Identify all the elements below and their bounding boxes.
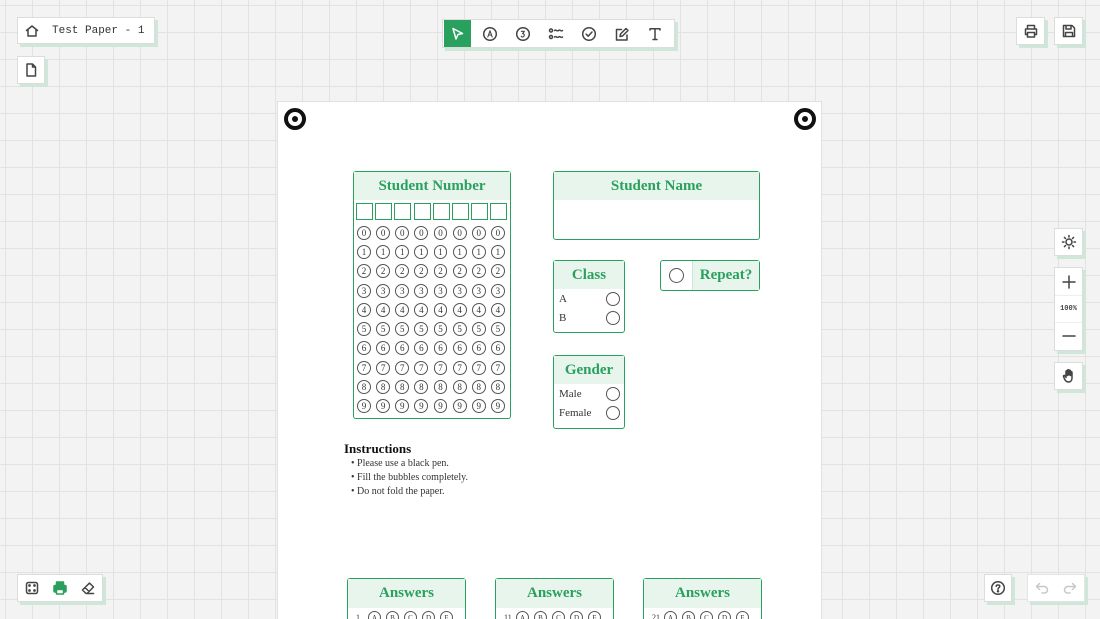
question-number: 11: [504, 613, 512, 619]
digit-bubble: 5: [453, 322, 467, 336]
answer-bubble: E: [736, 611, 749, 619]
printer-filled-icon: [52, 580, 68, 596]
digit-bubble: 9: [357, 399, 371, 413]
class-title: Class: [554, 261, 624, 289]
gender-option: [554, 384, 624, 404]
answer-bubble: D: [422, 611, 435, 619]
digit-row: [357, 358, 510, 377]
digit-row: [357, 281, 510, 300]
number-entry-cell: [490, 203, 507, 220]
instruction-item: • Fill the bubbles completely.: [351, 472, 469, 483]
digit-bubble: 0: [491, 226, 505, 240]
digit-bubble: 0: [434, 226, 448, 240]
digit-bubble: 7: [434, 361, 448, 375]
answer-row: [496, 608, 613, 619]
digit-bubble: 0: [414, 226, 428, 240]
digit-bubble: 8: [434, 380, 448, 394]
answer-bubble: E: [440, 611, 453, 619]
digit-bubble: 7: [453, 361, 467, 375]
plus-icon: [1061, 274, 1077, 290]
digit-bubble: 6: [376, 341, 390, 355]
digit-bubble: 7: [491, 361, 505, 375]
digit-bubble: 6: [434, 341, 448, 355]
bottom-tools: [17, 574, 103, 602]
digit-bubble: 6: [395, 341, 409, 355]
redo-icon: [1062, 580, 1078, 596]
answer-bubble: C: [404, 611, 417, 619]
digit-bubble: 4: [395, 303, 409, 317]
digit-bubble: 0: [376, 226, 390, 240]
random-fill-button[interactable]: [18, 574, 46, 602]
digit-bubble: 7: [472, 361, 486, 375]
digit-bubble: 3: [376, 284, 390, 298]
class-option: [554, 289, 624, 309]
digit-row: [357, 300, 510, 319]
answer-bubble: C: [552, 611, 565, 619]
digit-row: [357, 223, 510, 242]
letter-circle-icon: [482, 26, 498, 42]
digit-bubble: 3: [357, 284, 371, 298]
digit-bubble: 0: [472, 226, 486, 240]
class-option-label: A: [559, 292, 567, 305]
option-bubble: [606, 387, 620, 401]
digit-bubble: 4: [376, 303, 390, 317]
digit-bubble: 3: [491, 284, 505, 298]
number-entry-cell: [356, 203, 373, 220]
answer-bubble: A: [368, 611, 381, 619]
digit-row: [357, 319, 510, 338]
digit-bubble: 9: [376, 399, 390, 413]
instruction-item: • Do not fold the paper.: [351, 486, 445, 497]
digit-bubble: 0: [357, 226, 371, 240]
digit-bubble: 5: [414, 322, 428, 336]
digit-bubble: 5: [357, 322, 371, 336]
digit-bubble: 7: [357, 361, 371, 375]
text-tool-button[interactable]: [639, 20, 670, 47]
digit-bubble: 6: [491, 341, 505, 355]
home-button[interactable]: [18, 17, 46, 45]
digit-bubble: 0: [395, 226, 409, 240]
printer-icon: [1023, 23, 1039, 39]
digit-bubble: 4: [472, 303, 486, 317]
digit-bubble: 3: [395, 284, 409, 298]
test-paper: [277, 101, 822, 619]
cursor-icon: [450, 26, 466, 42]
clear-button[interactable]: [74, 574, 102, 602]
student-number-title: Student Number: [354, 172, 510, 200]
number-circle-icon: [515, 26, 531, 42]
title-panel: [17, 17, 155, 44]
list-tool-button[interactable]: [540, 20, 571, 47]
answer-row: [348, 608, 465, 619]
help-button[interactable]: [984, 574, 1012, 602]
digit-bubble: 1: [472, 245, 486, 259]
pen-square-icon: [614, 26, 630, 42]
digit-bubble: 7: [414, 361, 428, 375]
digit-bubble: 2: [434, 264, 448, 278]
eraser-icon: [80, 580, 96, 596]
digit-bubble: 2: [453, 264, 467, 278]
sun-icon: [1061, 234, 1077, 250]
digit-bubble: 2: [376, 264, 390, 278]
digit-bubble: 3: [472, 284, 486, 298]
repeat-bubble: [669, 268, 684, 283]
digit-bubble: 2: [357, 264, 371, 278]
gender-option: [554, 404, 624, 424]
instruction-item: • Please use a black pen.: [351, 458, 449, 469]
digit-bubble: 8: [491, 380, 505, 394]
gender-option-label: Male: [559, 387, 582, 400]
redo-button[interactable]: [1056, 574, 1084, 602]
answer-bubble: B: [386, 611, 399, 619]
digit-bubble: 4: [491, 303, 505, 317]
answer-bubble: E: [588, 611, 601, 619]
digit-row: [357, 397, 510, 416]
answers-title: Answers: [496, 579, 613, 608]
dice-icon: [24, 580, 40, 596]
repeat-label: Repeat?: [692, 261, 759, 290]
digit-bubble: 9: [414, 399, 428, 413]
answers-box[interactable]: [347, 578, 466, 619]
undo-button[interactable]: [1028, 574, 1056, 602]
option-bubble: [606, 311, 620, 325]
answers-title: Answers: [348, 579, 465, 608]
class-box[interactable]: [553, 260, 625, 333]
answer-bubble: A: [664, 611, 677, 619]
digit-bubble: 8: [453, 380, 467, 394]
digit-bubble: 5: [434, 322, 448, 336]
new-page-button[interactable]: [17, 56, 45, 84]
digit-bubble: 6: [472, 341, 486, 355]
digit-bubble: 2: [414, 264, 428, 278]
number-bubble-tool-button[interactable]: [507, 20, 538, 47]
file-icon: [23, 62, 39, 78]
digit-bubble: 5: [472, 322, 486, 336]
digit-bubble: 7: [395, 361, 409, 375]
number-entry-cell: [375, 203, 392, 220]
hand-icon: [1061, 368, 1077, 384]
digit-bubble: 8: [357, 380, 371, 394]
option-bubble-tool-button[interactable]: [474, 20, 505, 47]
digit-bubble: 9: [472, 399, 486, 413]
gender-box[interactable]: [553, 355, 625, 429]
digit-bubble: 6: [414, 341, 428, 355]
check-tool-button[interactable]: [573, 20, 604, 47]
tool-bar: [442, 19, 675, 48]
digit-bubble: 2: [472, 264, 486, 278]
digit-bubble: 2: [395, 264, 409, 278]
question-number: 21: [652, 613, 660, 619]
answers-box[interactable]: [495, 578, 614, 619]
digit-bubble: 1: [357, 245, 371, 259]
digit-bubble: 3: [414, 284, 428, 298]
answer-bubble: D: [718, 611, 731, 619]
digit-bubble: 8: [414, 380, 428, 394]
number-entry-cell: [394, 203, 411, 220]
digit-bubble: 5: [376, 322, 390, 336]
history-controls: [1027, 574, 1085, 602]
answers-box[interactable]: [643, 578, 762, 619]
option-bubble: [606, 292, 620, 306]
minus-icon: [1061, 328, 1077, 344]
theme-toggle-button[interactable]: [1054, 228, 1083, 256]
gender-option-label: Female: [559, 407, 592, 420]
option-bubble: [606, 406, 620, 420]
student-number-bubbles: [354, 220, 510, 416]
digit-bubble: 1: [491, 245, 505, 259]
floppy-icon: [1061, 23, 1077, 39]
digit-bubble: 3: [434, 284, 448, 298]
digit-row: [357, 377, 510, 396]
digit-bubble: 4: [414, 303, 428, 317]
help-icon: [990, 580, 1006, 596]
draw-tool-button[interactable]: [606, 20, 637, 47]
class-option: [554, 309, 624, 329]
gender-title: Gender: [554, 356, 624, 384]
digit-bubble: 9: [491, 399, 505, 413]
document-title[interactable]: Test Paper - 1: [52, 24, 145, 37]
digit-bubble: 8: [472, 380, 486, 394]
number-entry-cell: [433, 203, 450, 220]
digit-bubble: 9: [434, 399, 448, 413]
question-number: 1: [356, 613, 360, 619]
digit-bubble: 1: [414, 245, 428, 259]
class-option-label: B: [559, 312, 567, 325]
digit-bubble: 8: [395, 380, 409, 394]
zoom-in-button[interactable]: [1054, 268, 1083, 295]
text-icon: [647, 26, 663, 42]
digit-bubble: 2: [491, 264, 505, 278]
student-name-title: Student Name: [554, 172, 759, 200]
check-circle-icon: [581, 26, 597, 42]
digit-bubble: 4: [357, 303, 371, 317]
number-entry-cell: [414, 203, 431, 220]
digit-bubble: 0: [453, 226, 467, 240]
repeat-box[interactable]: [660, 260, 760, 291]
zoom-level: 100%: [1055, 295, 1082, 322]
zoom-out-button[interactable]: [1054, 323, 1083, 350]
pan-tool-button[interactable]: [1054, 362, 1083, 390]
digit-bubble: 7: [376, 361, 390, 375]
answer-bubble: B: [682, 611, 695, 619]
print-preview-button[interactable]: [46, 574, 74, 602]
digit-bubble: 6: [357, 341, 371, 355]
answer-bubble: D: [570, 611, 583, 619]
digit-bubble: 3: [453, 284, 467, 298]
answer-bubble: B: [534, 611, 547, 619]
answer-bubble: A: [516, 611, 529, 619]
home-icon: [24, 23, 40, 39]
digit-bubble: 8: [376, 380, 390, 394]
student-number-box[interactable]: [353, 171, 511, 419]
digit-row: [357, 339, 510, 358]
number-entry-cell: [471, 203, 488, 220]
answer-bubble: C: [700, 611, 713, 619]
instructions-title: Instructions: [344, 441, 412, 456]
digit-bubble: 1: [395, 245, 409, 259]
instructions-block[interactable]: [344, 441, 468, 499]
digit-bubble: 5: [491, 322, 505, 336]
print-button[interactable]: [1016, 17, 1045, 45]
digit-bubble: 1: [434, 245, 448, 259]
digit-bubble: 4: [453, 303, 467, 317]
list-check-icon: [548, 26, 564, 42]
digit-row: [357, 242, 510, 261]
digit-bubble: 1: [453, 245, 467, 259]
digit-bubble: 9: [453, 399, 467, 413]
undo-icon: [1034, 580, 1050, 596]
student-number-cells: [354, 200, 510, 220]
number-entry-cell: [452, 203, 469, 220]
digit-row: [357, 262, 510, 281]
student-name-box[interactable]: [553, 171, 760, 240]
answers-title: Answers: [644, 579, 761, 608]
select-tool-button[interactable]: [444, 20, 471, 47]
answer-row: [644, 608, 761, 619]
zoom-controls: [1054, 267, 1083, 351]
registration-mark: [284, 108, 306, 130]
save-button[interactable]: [1054, 17, 1083, 45]
digit-bubble: 4: [434, 303, 448, 317]
digit-bubble: 5: [395, 322, 409, 336]
digit-bubble: 9: [395, 399, 409, 413]
digit-bubble: 1: [376, 245, 390, 259]
digit-bubble: 6: [453, 341, 467, 355]
registration-mark: [794, 108, 816, 130]
